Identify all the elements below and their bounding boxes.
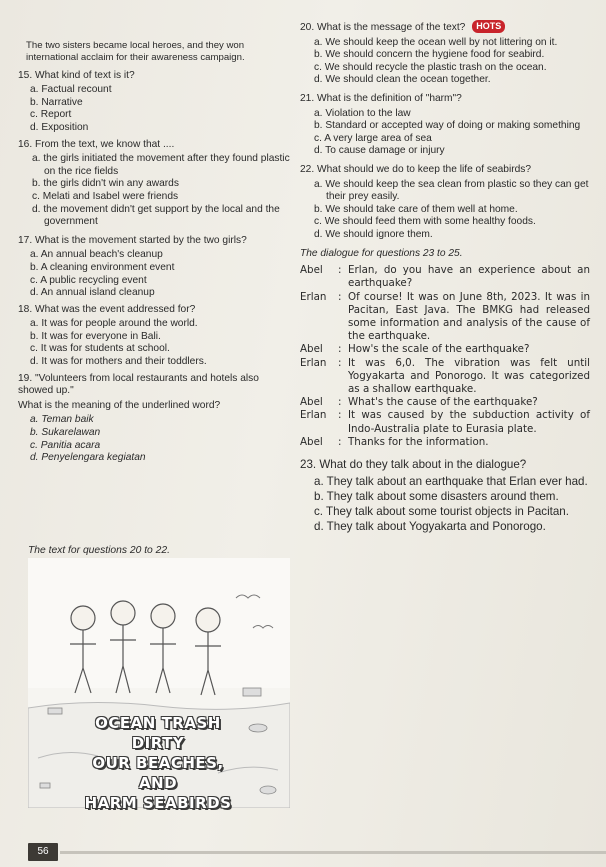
line-text: What's the cause of the earthquake?	[348, 396, 538, 409]
option-c: c. It was for students at school.	[30, 343, 170, 355]
option-d: d. We should ignore them.	[314, 228, 433, 240]
option-c: c. Melati and Isabel were friends	[32, 190, 179, 202]
option-d: d. Exposition	[30, 121, 89, 133]
question-stem: 17. What is the movement started by the two girls?	[18, 234, 247, 246]
illustration-caption: The text for questions 20 to 22.	[28, 545, 170, 556]
speaker: Abel	[300, 435, 323, 448]
dialogue	[300, 264, 590, 449]
option-d: d. We should clean the ocean together.	[314, 74, 491, 86]
option-c: c. They talk about some tourist objects in Pacitan.	[314, 504, 569, 518]
line-text: Thanks for the information.	[348, 435, 489, 448]
option-c: c. Report	[30, 109, 72, 121]
option-a: a. the girls initiated the movement after they found plastic on the rice fields	[32, 153, 290, 177]
option-a: a. An annual beach's cleanup	[30, 249, 163, 261]
option-b: b. Standard or accepted way of doing or making something	[314, 120, 581, 132]
option-d: d. Penyelengara kegiatan	[30, 452, 146, 464]
option-a: a. Violation to the law	[314, 107, 411, 119]
option-d: d. To cause damage or injury	[314, 145, 445, 157]
speaker: Abel	[300, 396, 323, 409]
question-19	[18, 373, 290, 465]
speaker: Erlan	[300, 356, 327, 369]
option-d: d. the movement didn't get support by the local and the government	[32, 203, 280, 228]
question-15	[18, 70, 290, 135]
hots-badge: HOTS	[472, 20, 505, 33]
question-stem: 23. What do they talk about in the dialogue?	[300, 457, 527, 471]
option-b: b. Sukarelawan	[30, 427, 101, 439]
question-23	[300, 457, 590, 534]
option-d: d. They talk about Yogyakarta and Ponorogo.	[314, 519, 546, 533]
footer-rule	[60, 851, 606, 854]
question-20	[300, 20, 590, 87]
dialogue-line: Abel : What's the cause of the earthquake?	[300, 396, 590, 409]
question-stem: 16. From the text, we know that ....	[18, 138, 175, 150]
passage-ending: The two sisters became local heroes, and they won international acclaim for their awareness campaign.	[26, 40, 245, 63]
option-c: c. A very large area of sea	[314, 132, 432, 144]
dialogue-line: Erlan : It was 6,0. The vibration was felt until Yogyakarta and Ponorogo. It was categorized as a shallow earthquake.	[300, 356, 590, 395]
option-a: a. It was for people around the world.	[30, 318, 198, 330]
question-21	[300, 93, 590, 158]
option-b: b. Narrative	[30, 96, 83, 108]
option-b: b. We should concern the hygiene food for seabird.	[314, 49, 545, 61]
dialogue-line: Erlan : Of course! It was on June 8th, 2023. It was in Pacitan, East Java. The BMKG had released some information and analysis of the cause of the earthquake.	[300, 290, 590, 343]
beach-illustration	[28, 558, 290, 812]
question-22	[300, 164, 590, 242]
option-b: b. We should take care of them well at home.	[314, 203, 518, 215]
line-text: Erlan, do you have an experience about an earthquake?	[348, 264, 590, 290]
dialogue-line: Abel : Thanks for the information.	[300, 436, 590, 449]
line-text: Of course! It was on June 8th, 2023. It was in Pacitan, East Java. The BMKG had released some information and analysis of the cause of the earthquake.	[348, 290, 590, 343]
option-a: a. We should keep the ocean well by not littering on it.	[314, 36, 558, 48]
question-stem: 19. "Volunteers from local restaurants and hotels also showed up."	[18, 372, 259, 397]
option-c: c. Panitia acara	[30, 439, 101, 451]
option-a: a. Factual recount	[30, 84, 112, 96]
dialogue-line: Abel : How's the scale of the earthquake?	[300, 343, 590, 356]
option-b: b. A cleaning environment event	[30, 261, 175, 273]
question-stem: 21. What is the definition of "harm"?	[300, 92, 462, 104]
left-column	[18, 40, 290, 465]
dialogue-line: Abel : Erlan, do you have an experience about an earthquake?	[300, 264, 590, 290]
question-18	[18, 304, 290, 369]
speaker: Abel	[300, 264, 323, 277]
option-b: b. the girls didn't win any awards	[32, 178, 179, 190]
line-text: It was caused by the subduction activity of Indo-Australia plate to Eurasia plate.	[348, 409, 590, 435]
page-number: 56	[28, 843, 58, 861]
sign-line-2: OUR BEACHES, AND	[92, 754, 224, 792]
speaker: Erlan	[300, 290, 327, 303]
question-17	[18, 235, 290, 300]
option-c: c. A public recycling event	[30, 274, 147, 286]
speaker: Erlan	[300, 409, 327, 422]
question-stem: 22. What should we do to keep the life of seabirds?	[300, 163, 532, 175]
question-stem: 15. What kind of text is it?	[18, 69, 135, 81]
line-text: How's the scale of the earthquake?	[348, 343, 530, 356]
sign-line-1: OCEAN TRASH DIRTY	[95, 714, 221, 752]
option-a: a. Teman baik	[30, 414, 94, 426]
sign-line-3: HARM SEABIRDS	[84, 794, 232, 812]
line-text: It was 6,0. The vibration was felt until Yogyakarta and Ponorogo. It was categorized as a shallow earthquake.	[348, 356, 590, 395]
option-a: a. We should keep the sea clean from plastic so they can get their prey easily.	[314, 178, 589, 203]
question-stem: 20. What is the message of the text?	[300, 22, 466, 33]
speaker: Abel	[300, 343, 323, 356]
option-b: b. It was for everyone in Bali.	[30, 330, 161, 342]
right-column	[300, 20, 590, 534]
question-stem: 18. What was the event addressed for?	[18, 303, 196, 315]
dialogue-line: Erlan : It was caused by the subduction activity of Indo-Australia plate to Eurasia plate.	[300, 409, 590, 435]
question-16	[18, 139, 290, 229]
option-c: c. We should feed them with some healthy foods.	[314, 216, 536, 228]
dialogue-header: The dialogue for questions 23 to 25.	[300, 247, 463, 259]
option-a: a. They talk about an earthquake that Erlan ever had.	[314, 474, 588, 488]
option-b: b. They talk about some disasters around them.	[314, 489, 559, 503]
option-d: d. An annual island cleanup	[30, 287, 155, 299]
question-stem-2: What is the meaning of the underlined word?	[18, 399, 221, 411]
warning-sign	[83, 713, 233, 812]
option-c: c. We should recycle the plastic trash on the ocean.	[314, 61, 547, 73]
option-d: d. It was for mothers and their toddlers.	[30, 356, 207, 368]
